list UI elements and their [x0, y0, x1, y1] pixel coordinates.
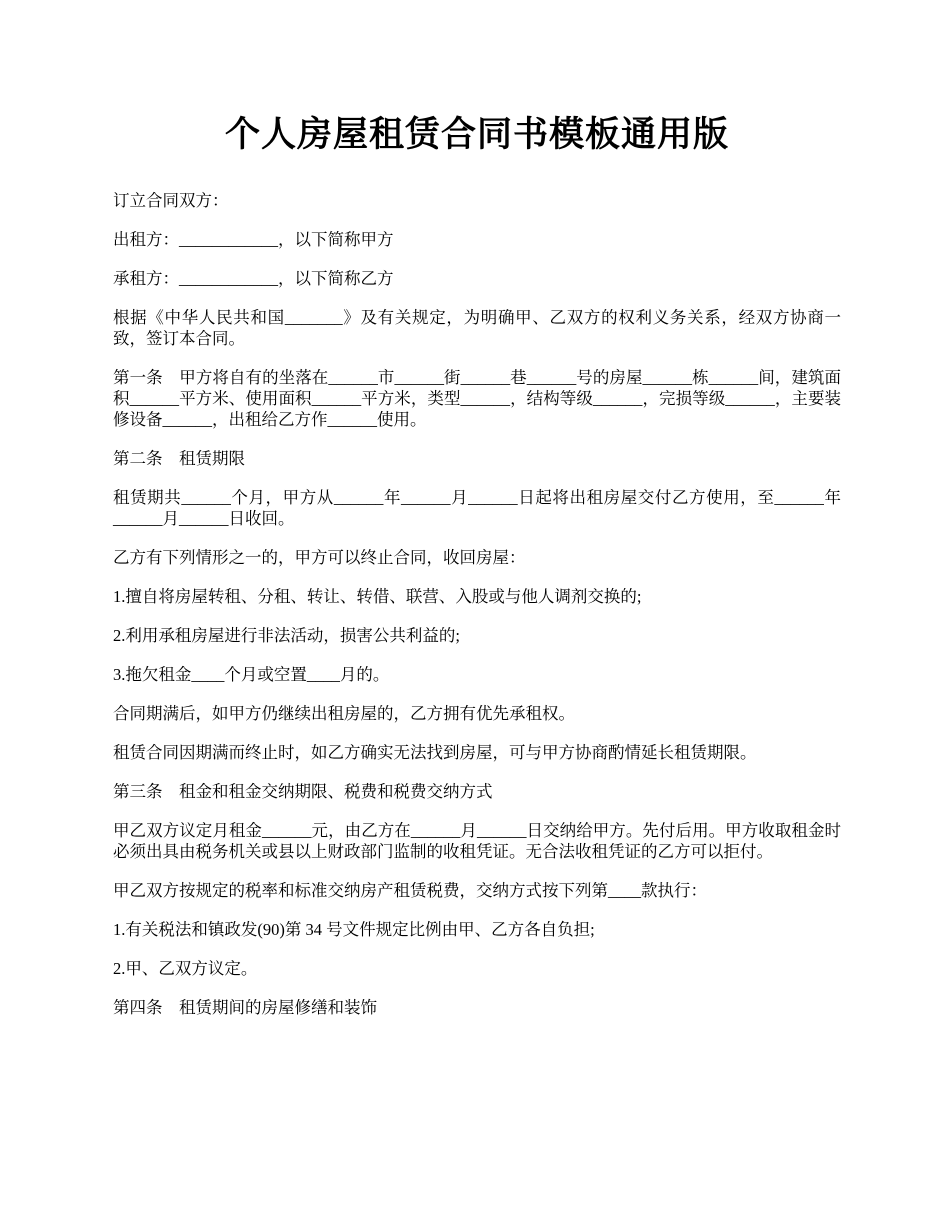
- paragraph: 甲乙双方议定月租金______元，由乙方在______月______日交纳给甲方。先付后用。甲方收取租金时必须出具由税务机关或县以上财政部门监制的收租凭证。无合法收租凭证的乙方可以拒付。: [113, 821, 841, 861]
- paragraph: 乙方有下列情形之一的，甲方可以终止合同，收回房屋：: [113, 548, 526, 567]
- paragraph: 2.甲、乙双方议定。: [113, 959, 258, 978]
- document-page: [113, 110, 841, 1036]
- paragraph: 3.拖欠租金____个月或空置____月的。: [113, 665, 390, 684]
- paragraph: 第四条 租赁期间的房屋修缮和装饰: [113, 998, 377, 1017]
- paragraph: 甲乙双方按规定的税率和标准交纳房产租赁税费，交纳方式按下列第____款执行：: [113, 881, 707, 900]
- paragraph: 合同期满后，如甲方仍继续出租房屋的，乙方拥有优先承租权。: [113, 704, 575, 723]
- paragraph: 租赁合同因期满而终止时，如乙方确实无法找到房屋，可与甲方协商酌情延长租赁期限。: [113, 743, 757, 762]
- paragraph: 1.有关税法和镇政发(90)第 34 号文件规定比例由甲、乙方各自负担;: [113, 920, 595, 939]
- paragraph: 承租方：____________，以下简称乙方: [113, 269, 394, 288]
- paragraph: 租赁期共______个月，甲方从______年______月______日起将出租房屋交付乙方使用，至______年______月______日收回。: [113, 488, 841, 528]
- document-body: [113, 190, 841, 1018]
- paragraph: 第一条 甲方将自有的坐落在______市______街______巷______号的房屋______栋______间，建筑面积______平方米、使用面积______平方米，类型______，结构等级______，完损等级______，主要装修设备______，出租给乙方作______使用。: [113, 368, 841, 429]
- document-title: 个人房屋租赁合同书模板通用版: [224, 115, 729, 154]
- paragraph: 出租方：____________，以下简称甲方: [113, 230, 394, 249]
- paragraph: 1.擅自将房屋转租、分租、转让、转借、联营、入股或与他人调剂交换的;: [113, 587, 642, 606]
- paragraph: 订立合同双方：: [113, 191, 229, 210]
- paragraph: 2.利用承租房屋进行非法活动，损害公共利益的;: [113, 626, 460, 645]
- paragraph: 第三条 租金和租金交纳期限、税费和税费交纳方式: [113, 782, 493, 801]
- paragraph: 第二条 租赁期限: [113, 449, 245, 468]
- paragraph: 根据《中华人民共和国_______》及有关规定，为明确甲、乙双方的权利义务关系，经双方协商一致，签订本合同。: [113, 308, 841, 348]
